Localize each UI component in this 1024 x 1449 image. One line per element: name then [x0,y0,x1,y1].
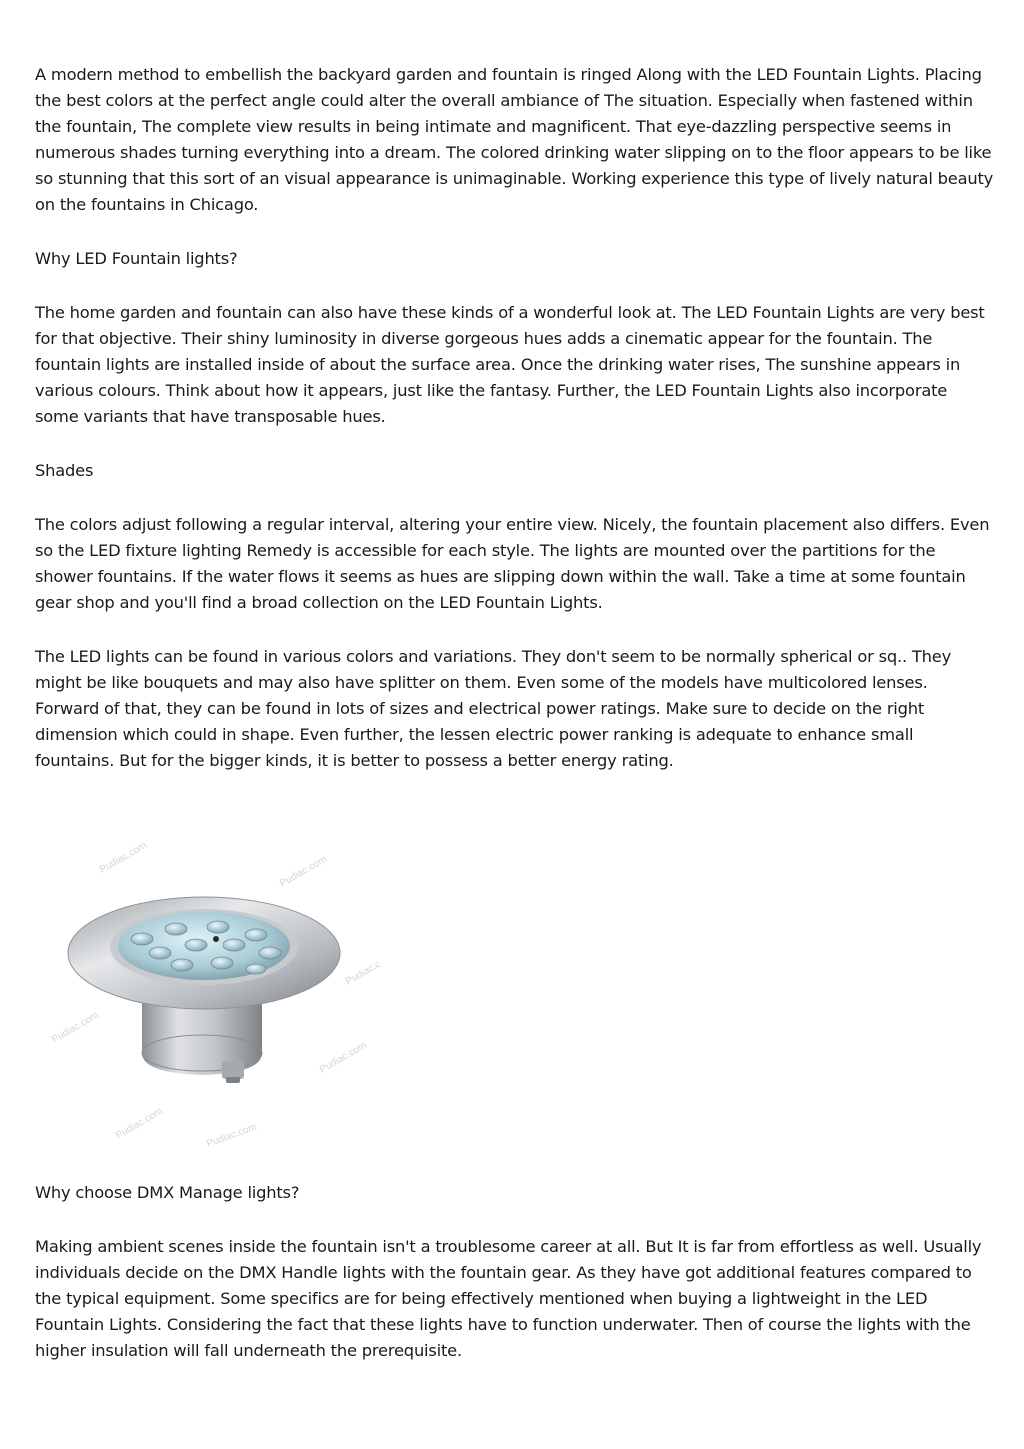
heading-why-dmx: Why choose DMX Manage lights? [35,1183,300,1202]
paragraph-shades: The colors adjust following a regular interval, altering your entire view. Nicely, the fountain placement also differs. Even so the LED fixture lighting Remedy is accessible for each style. The lights are mounted over the partitions for the shower fountains. If the water flows it seems as hues are slipping down within the wall. Take a time at some fountain gear shop and you'll find a broad collection on the LED Fountain Lights. [35,515,990,612]
paragraph-why-led: The home garden and fountain can also have these kinds of a wonderful look at. The LED Fountain Lights are very best for that objective. Their shiny luminosity in diverse gorgeous hues adds a cinematic appear for the fountain. The fountain lights are installed inside of about the surface area. Once the drinking water rises, The sunshine appears in various colours. Think about how it appears, just like the fantasy. Further, the LED Fountain Lights also incorporate some variants that have transposable hues. [35,303,985,426]
paragraph-variations: The LED lights can be found in various colors and variations. They don't seem to be normally spherical or sq.. They might be like bouquets and may also have splitter on them. Even some of the models have multicolored lenses. Forward of that, they can be found in lots of sizes and electrical power ratings. Make sure to decide on the right dimension which could in shape. Even further, the lessen electric power ranking is adequate to enhance small fountains. But for the bigger kinds, it is better to possess a better energy rating. [35,647,952,770]
heading-why-led: Why LED Fountain lights? [35,249,238,268]
paragraph-intro: A modern method to embellish the backyard garden and fountain is ringed Along with the LED Fountain Lights. Placing the best colors at the perfect angle could alter the overall ambiance of The situation. Especially when fastened within the fountain, The complete view results in being intimate and magnificent. That eye-dazzling perspective seems in numerous shades turning everything into a dream. The colored drinking water slipping on to the floor appears to be like so stunning that this sort of an visual appearance is unimaginable. Working experience this type of lively natural beauty on the fountains in Chicago. [35,65,994,214]
heading-shades: Shades [35,461,94,480]
led-fountain-light-image [30,825,390,1155]
watermark: Pudiac.com [98,839,149,876]
watermark: Pudiac.com [114,1105,165,1142]
fountain-light-photo [30,825,390,1155]
paragraph-why-dmx: Making ambient scenes inside the fountain isn't a troublesome career at all. But It is far from effortless as well. Usually individuals decide on the DMX Handle lights with the fountain gear. As they have got additional features compared to the typical equipment. Some specifics are for being effectively mentioned when buying a lightweight in the LED Fountain Lights. Considering the fact that these lights have to function underwater. Then of course the lights with the higher insulation will fall underneath the prerequisite. [35,1237,982,1360]
watermark: Pudiac.com [205,1121,259,1150]
watermark: Pudiac.com [278,853,329,890]
watermark: Pudiac.c [344,958,383,988]
watermark: Pudiac.com [50,1009,101,1046]
article-body [35,62,995,774]
watermark: Pudiac.com [318,1039,369,1076]
